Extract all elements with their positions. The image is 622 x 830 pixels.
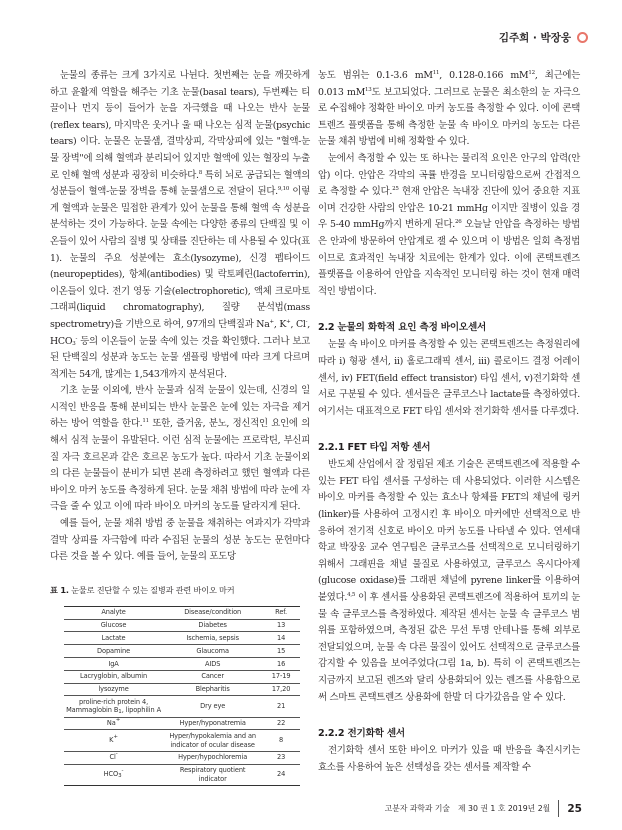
citation: 26 (455, 219, 462, 226)
citation: 4,5 (347, 592, 356, 599)
table-row: Glucose Diabetes 13 (64, 619, 300, 632)
section-heading: 2.2.2 전기화학 센서 (318, 728, 406, 740)
citation: 13 (365, 86, 372, 93)
page-footer (385, 800, 582, 817)
table-row: proline-rich protein 4, Mammaglobin $B_1$, lipophilin A Dry eye 21 (64, 696, 300, 717)
column-header: Ref. (262, 606, 300, 619)
column-header: Disease/condition (163, 606, 262, 619)
section-heading: 2.2 눈물의 화학적 요인 측정 바이오센서 (318, 322, 487, 334)
table-row: IgA AIDS 16 (64, 657, 300, 670)
paragraph: 눈물 속 바이오 마커를 측정할 수 있는 콘택트렌즈는 측정원리에 따라 i) 형광 센서, ii) 홀로그래픽 센서, iii) 콜로이드 결정 어레이 센서, iv) FET(field effect transistor) 타입 센서, v)전기화학 센서로 구분될 수 있다. 센서들은 글루코스나 lactate를 측정하였다. 여기서는 대표적으로 FET 타입 센서와 전기화학 센서를 다루겠다. (318, 339, 580, 417)
page-number: 25 (567, 802, 582, 815)
paragraph: 기초 눈물 이외에, 반사 눈물과 심적 눈물이 있는데, 신경의 일시적인 반응을 통해 분비되는 반사 눈물은 눈에 있는 자극을 제거하는 방어 역할을 한다.$^{11}$ 또한, 즐거움, 분노, 정신적인 요인에 의해서 심적 눈물이 유발된다. 이런 심적 눈물에는 프로락틴, 부신피질 자극 호르몬과 같은 호르몬 농도가 높다. 따라서 기초 눈물이외의 다른 눈물들이 분비가 되면 본래 측정하려고 했던 혈액과 다른 바이오 마커 농도를 측정하게 된다. 눈물 채취 방법에 따라 눈에 자극을 줄 수 있고 이에 따라 바이오 마커의 농도를 달라지게 된다. (50, 385, 310, 513)
citation: 11 (432, 70, 440, 76)
right-column (318, 68, 580, 776)
paragraph: 눈에서 측정할 수 있는 또 하나는 물리적 요인은 안구의 압력(안압) 이다. 안압은 각막의 곡률 반경을 모니터링함으로써 간접적으로 측정할 수 있다.$^{25}$ 현재 안압은 녹내장 진단에 있어 중요한 지표이며 건강한 사람의 안압은 10-21 mmHg 이지만 질병이 있을 경우 5-40 mmHg까지 변하게 된다.$^{26}$ 오늘날 안압을 측정하는 방법은 안과에 방문하여 안압계로 잴 수 있으며 이 방법은 일회 측정법이므로 효과적인 녹내장 치료에는 한계가 있다. 이에 콘택트렌즈 플랫폼을 이용하여 안압을 지속적인 모니터링 하는 것이 현재 매력적인 방법이다. (318, 152, 580, 297)
table-row: Na+ Hyper/hyponatremia 22 (64, 717, 300, 730)
column-header: Analyte (64, 606, 163, 619)
section-heading: 2.2.1 FET 타입 저항 센서 (318, 442, 431, 454)
table-row: lysozyme Blepharitis 17,20 (64, 683, 300, 696)
table-row: Dopamine Glaucoma 15 (64, 645, 300, 658)
table-header-row (64, 606, 300, 619)
paragraph: 반도체 산업에서 잘 정립된 제조 기술은 콘택트렌즈에 적용할 수 있는 FET 타입 센서를 구성하는 데 사용되었다. 이러한 시스템은 바이오 마커를 측정할 수 있는 효소나 항체를 FET의 채널에 링커(linker)를 사용하여 고정시킨 후 바이오 마커에만 선택적으로 반응하여 전기적 신호로 바이오 마커 농도를 나타낼 수 있다. 연세대학교 박장웅 교수 연구팀은 글루코스를 선택적으로 모니터링하기 위해서 그래핀을 채널 물질로 사용하였고, 글루코스 옥시다아제(glucose oxidase)를 그래핀 채널에 pyrene linker를 이용하여 붙였다.$^{4,5}$ 이 후 센서를 상용화된 콘택트렌즈에 적용하여 토끼의 눈물 속 글루코스를 측정하였다. 제작된 센서는 눈물 속 글루코스 범위를 포함하였으며, 측정된 값은 무선 투명 안테나를 통해 외부로 전달되었으며, 눈물 속 다른 물질이 있어도 선택적으로 글루코스를 감지할 수 있음을 보여주었다(그림 1a, b). 특히 이 콘택트렌즈는 지금까지 보고된 렌즈와 달리 상용화되어 있는 렌즈를 사용함으로써 스마트 콘택트렌즈 상용화에 한발 더 다가갔음을 알 수 있다. (318, 459, 580, 703)
citation: 11 (142, 418, 149, 425)
issue-info: 제 30 권 1 호 2019년 2월 (457, 804, 551, 813)
table-caption: 표 1. 눈물로 진단할 수 있는 질병과 관련 바이오 마커 (50, 584, 235, 595)
journal-name: 고분자 과학과 기술 (384, 804, 450, 813)
table-row: $HCO_3^-$ Respiratory quotient indicator 24 (64, 764, 300, 785)
table-row: K+ Hyper/hypokalemia and an indicator of ocular disease 8 (64, 730, 300, 751)
citation: 9,10 (277, 186, 290, 193)
citation: 25 (392, 186, 399, 193)
citation: 8 (198, 169, 202, 176)
header-authors: 김주희 · 박장웅 (498, 32, 571, 44)
paragraph: 눈물의 종류는 크게 3가지로 나뉜다. 첫번째는 눈을 깨끗하게 하고 윤활제 역할을 해주는 기초 눈물(basal tears), 두번째는 티끌이나 먼지 등이 들어가 눈을 자극했을 때 나오는 반사 눈물(reflex tears), 마지막은 웃거나 울 때 나오는 심적 눈물(psychic tears) 이다. 눈물은 눈물샘, 결막상피, 각막상피에 있는 "혈액-눈물 장벽"에 의해 혈액과 분리되어 있지만 혈액에 있는 혈장의 누출로 인해 혈액 성분과 굉장히 비슷하다.$^8$ 특히 뇌로 공급되는 혈액의 성분들이 혈액-눈물 장벽을 통해 눈물샘으로 전달이 된다.$^{9,10}$ 이렇게 혈액과 눈물은 밀접한 관계가 있어 눈물을 통해 혈액 속 성분을 분석하는 것이 가능하다. 눈물 속에는 다양한 종류의 단백질 및 이온들이 있어 사람의 질병 및 상태를 진단하는 데 사용될 수 있다(표 1). 눈물의 주요 성분에는 효소(lysozyme), 신경 펩타이드(neuropeptides), 항체(antibodies) 및 락토페린(lactoferrin), 이온들이 있다. 전기 영동 기술(electrophoretic), 액체 크로마토 그래피(liquid chromatography), 질량 분석법(mass spectrometry)을 기반으로 하여, 97개의 단백질과 Na+, K+, Cl-, $HCO_3^-$ 등의 이온들이 눈물 속에 있는 것을 확인했다. 그러나 보고된 단백질의 성분과 농도는 눈물 샘플링 방법에 따라 크게 다르며 적게는 54개, 많게는 1,543개까지 분석된다. (50, 70, 310, 380)
paragraph: 예를 들어, 눈물 채취 방법 중 눈물을 채취하는 여과지가 각막과 결막 상피를 자극함에 따라 수집된 눈물의 성분 농도는 문헌마다 다른 것을 볼 수 있다. 예를 들어, 눈물의 포도당 (50, 518, 310, 563)
paragraph: 전기화학 센서 또한 바이오 마커가 있을 때 반응을 촉진시키는 효소를 사용하여 높은 선택성을 갖는 센서를 제작할 수 (318, 745, 580, 773)
table-row: Cl- Hyper/hypochloremia 23 (64, 751, 300, 764)
circle-marker-icon (577, 32, 588, 43)
footer-divider (558, 800, 559, 817)
running-header (499, 30, 588, 45)
biomarker-table (64, 606, 300, 786)
left-column (50, 68, 310, 786)
paragraph: 농도 범위는 0.1-3.6 $mM^{11}$, 0.128-0.166 $mM^{12}$, 최근에는 0.013 $mM^{13}$도 보고되었다. 그러므로 눈물은 최소한의 눈 자극으로 수집해야 정확한 바이오 마커 농도를 측정할 수 있다. 이에 콘택트렌즈 플랫폼을 통해 측정한 눈물 속 바이오 마커의 농도는 다른 눈물 채취 방법에 비해 정확할 수 있다. (318, 70, 581, 148)
table-row: Lacryglobin, albumin Cancer 17-19 (64, 670, 300, 683)
table-row: Lactate Ischemia, sepsis 14 (64, 632, 300, 645)
citation: 12 (528, 70, 535, 76)
